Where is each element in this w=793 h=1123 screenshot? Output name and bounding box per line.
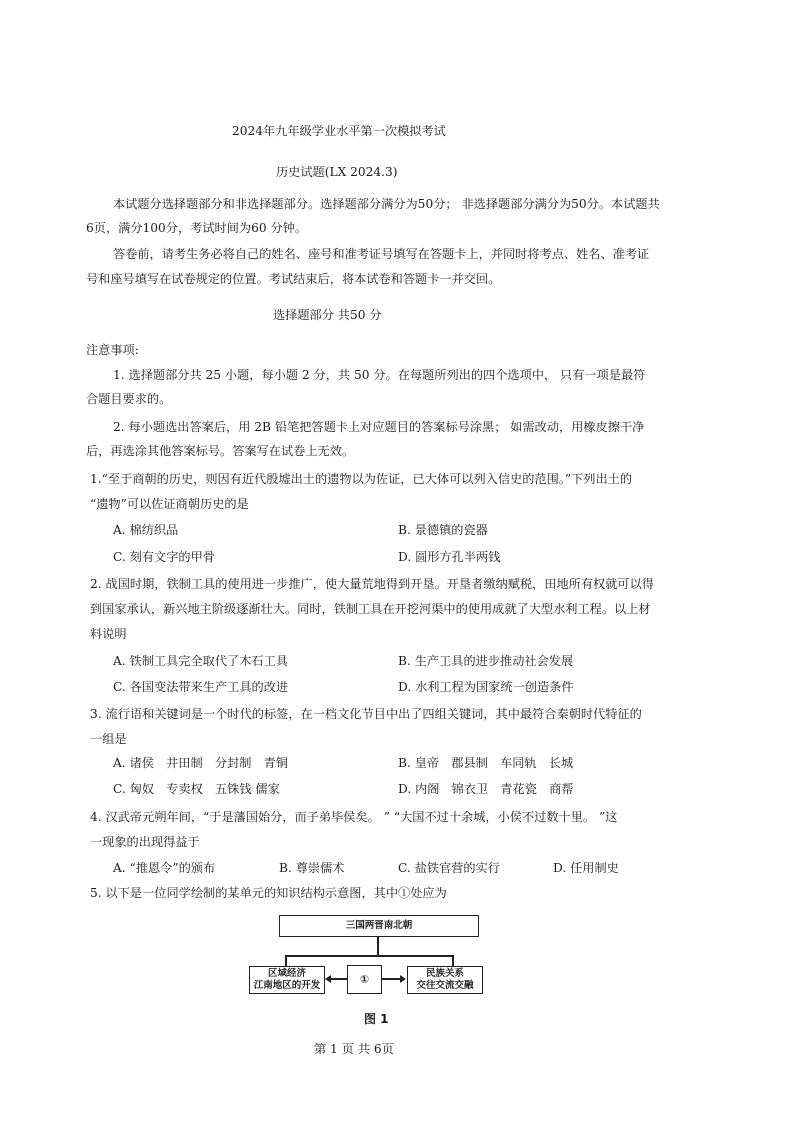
question-1-stem-line-1: 1.“至于商朝的历史，则因有近代殷墟出土的遗物以为佐证，已大体可以列入信史的范围。”下列出土的 — [90, 472, 633, 486]
diagram-left-box-line-1: 区域经济 — [267, 968, 306, 979]
diagram-connector-vertical — [377, 937, 379, 956]
question-1-option-c: C. 刻有文字的甲骨 — [113, 550, 215, 564]
question-2-option-b: B. 生产工具的进步推动社会发展 — [398, 654, 574, 668]
question-4-option-c: C. 盐铁官营的实行 — [398, 861, 500, 875]
question-5-stem-line-1: 5. 以下是一位同学绘制的某单元的知识结构示意图，其中①处应为 — [90, 886, 447, 900]
question-4-stem-line-1: 4. 汉武帝元朔年间，“于是藩国始分，而子弟毕侯矣。 ” “大国不过十余城，小侯不过数十里。 ”这 — [90, 810, 618, 824]
question-4-option-d: D. 任用制史 — [553, 861, 619, 875]
question-1-option-a: A. 棉纺织品 — [113, 523, 179, 537]
question-3-stem-line-1: 3. 流行语和关键词是一个时代的标签，在一档文化节目中出了四组关键词，其中最符合秦朝时代特征的 — [90, 707, 642, 721]
notes-heading: 注意事项: — [86, 343, 139, 357]
diagram-center-box-label: ① — [359, 972, 370, 986]
note-2-line-2: 后，再选涂其他答案标号。答案写在试卷上无效。 — [86, 444, 355, 458]
question-2-option-a: A. 铁制工具完全取代了木石工具 — [113, 654, 288, 668]
intro-paragraph-1-line-2: 6页，满分100分，考试时间为60 分钟。 — [86, 221, 308, 235]
diagram-arrow-right-shaft — [382, 978, 401, 980]
intro-paragraph-2-line-2: 号和座号填写在试卷规定的位置。考试结束后，将本试卷和答题卡一并交回。 — [86, 272, 501, 286]
note-1-line-2: 合题目要求的。 — [86, 392, 172, 406]
question-3-option-a: A. 诸侯 井田制 分封制 青铜 — [113, 756, 288, 770]
note-1-line-1: 1. 选择题部分共 25 小题，每小题 2 分，共 50 分。在每题所列出的四个选项中， 只有一项是最符 — [113, 368, 646, 382]
question-3-option-b: B. 皇帝 郡县制 车同轨 长城 — [398, 756, 574, 770]
diagram-right-box — [407, 966, 483, 994]
diagram-arrow-right-head — [400, 975, 406, 983]
intro-paragraph-1-line-1: 本试题分选择题部分和非选择题部分。选择题部分满分为50分； 非选择题部分满分为50分。本试题共 — [113, 197, 660, 211]
question-2-stem-line-2: 到国家承认，新兴地主阶级逐渐壮大。同时，铁制工具在开挖河渠中的使用成就了大型水利工程。以上材 — [90, 602, 651, 616]
question-2-option-d: D. 水利工程为国家统一创造条件 — [398, 680, 574, 694]
section-title: 选择题部分 共50 分 — [273, 308, 382, 322]
diagram-top-box-label: 三国两晋南北朝 — [345, 920, 413, 931]
diagram-connector-horizontal — [285, 955, 453, 957]
subject-title: 历史试题(LX 2024.3) — [276, 165, 398, 179]
question-2-option-c: C. 各国变法带来生产工具的改进 — [113, 680, 289, 694]
question-2-stem-line-1: 2. 战国时期，铁制工具的使用进一步推广，使大量荒地得到开垦。开垦者缴纳赋税，田地所有权就可以得 — [90, 577, 654, 591]
diagram-right-box-line-1: 民族关系 — [425, 968, 464, 979]
diagram-connector-right-drop — [452, 955, 454, 966]
diagram-connector-left-drop — [285, 955, 287, 966]
diagram-left-box — [249, 966, 325, 994]
question-1-stem-line-2: “遗物”可以佐证商朝历史的是 — [90, 497, 249, 511]
question-1-option-d: D. 圆形方孔半两钱 — [398, 550, 501, 564]
exam-title: 2024年九年级学业水平第一次模拟考试 — [232, 124, 446, 138]
diagram-top-box — [279, 915, 479, 937]
diagram-right-box-line-2: 交往交流交融 — [416, 980, 474, 991]
question-1-option-b: B. 景德镇的瓷器 — [398, 523, 488, 537]
question-4-option-b: B. 尊崇儒术 — [279, 861, 345, 875]
question-4-option-a: A. “推恩令”的颁布 — [113, 861, 216, 875]
diagram-left-box-line-2: 江南地区的开发 — [253, 980, 321, 991]
question-3-stem-line-2: 一组是 — [90, 732, 127, 746]
intro-paragraph-2-line-1: 答卷前，请考生务必将自己的姓名、座号和准考证号填写在答题卡上，并同时将考点、姓名、准考证 — [113, 247, 650, 261]
diagram-center-box — [347, 965, 382, 994]
note-2-line-1: 2. 每小题选出答案后，用 2B 铅笔把答题卡上对应题目的答案标号涂黑； 如需改动，用橡皮擦干净 — [113, 420, 645, 434]
diagram-arrow-left-head — [325, 975, 331, 983]
knowledge-structure-diagram — [247, 910, 487, 995]
question-3-option-d: D. 内阁 锦衣卫 青花瓷 商帮 — [398, 782, 574, 796]
diagram-arrow-left-shaft — [331, 978, 347, 980]
figure-caption: 图 1 — [364, 1012, 389, 1026]
question-3-option-c: C. 匈奴 专卖权 五铢钱 儒家 — [113, 782, 280, 796]
question-4-stem-line-2: 一现象的出现得益于 — [90, 835, 200, 849]
question-2-stem-line-3: 料说明 — [90, 627, 127, 641]
page-number: 第 1 页 共 6页 — [314, 1042, 394, 1056]
